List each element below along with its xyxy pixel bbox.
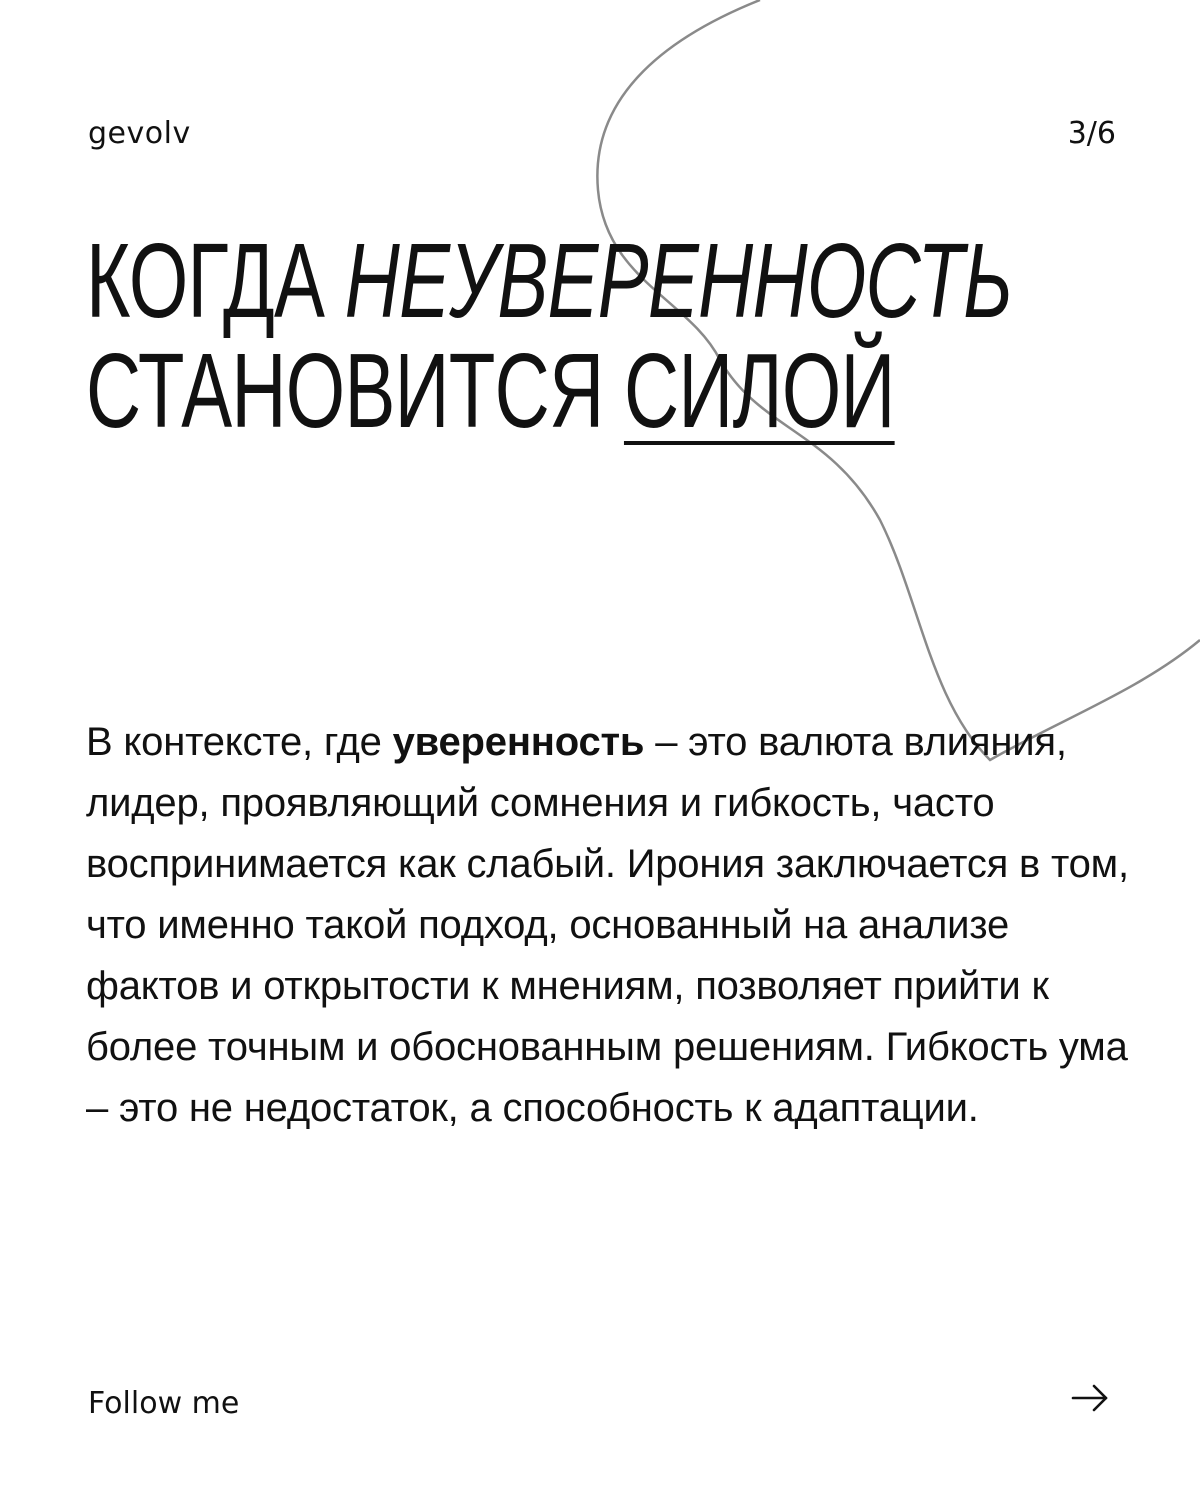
title-word-strength: СИЛОЙ bbox=[623, 332, 895, 450]
follow-me-link[interactable]: Follow me bbox=[88, 1386, 240, 1421]
page-title bbox=[86, 222, 1013, 450]
title-word-becomes: СТАНОВИТСЯ bbox=[86, 332, 624, 450]
title-line-1 bbox=[86, 222, 1013, 340]
body-text-emphasis: уверенность bbox=[392, 720, 645, 764]
title-word-when: КОГДА bbox=[86, 222, 345, 340]
page-indicator: 3/6 bbox=[1067, 116, 1116, 151]
body-paragraph bbox=[86, 712, 1146, 1139]
body-text-intro: В контексте, где bbox=[86, 720, 393, 764]
title-word-uncertainty: НЕУВЕРЕННОСТЬ bbox=[344, 222, 1013, 340]
brand-name: gevolv bbox=[88, 116, 191, 151]
body-text-rest: – это валюта влияния, лидер, проявляющий сомнения и гибкость, часто воспринимается как слабый. Ирония заключается в том, что именно такой подход, основанный на анализе фактов и открытости к мнениям, позволяет прийти к более точным и обоснованным решениям. Гибкость ума – это не недостаток, а способность к адаптации. bbox=[86, 720, 1129, 1130]
title-line-2 bbox=[86, 332, 1012, 450]
arrow-right-icon[interactable] bbox=[1070, 1378, 1110, 1418]
